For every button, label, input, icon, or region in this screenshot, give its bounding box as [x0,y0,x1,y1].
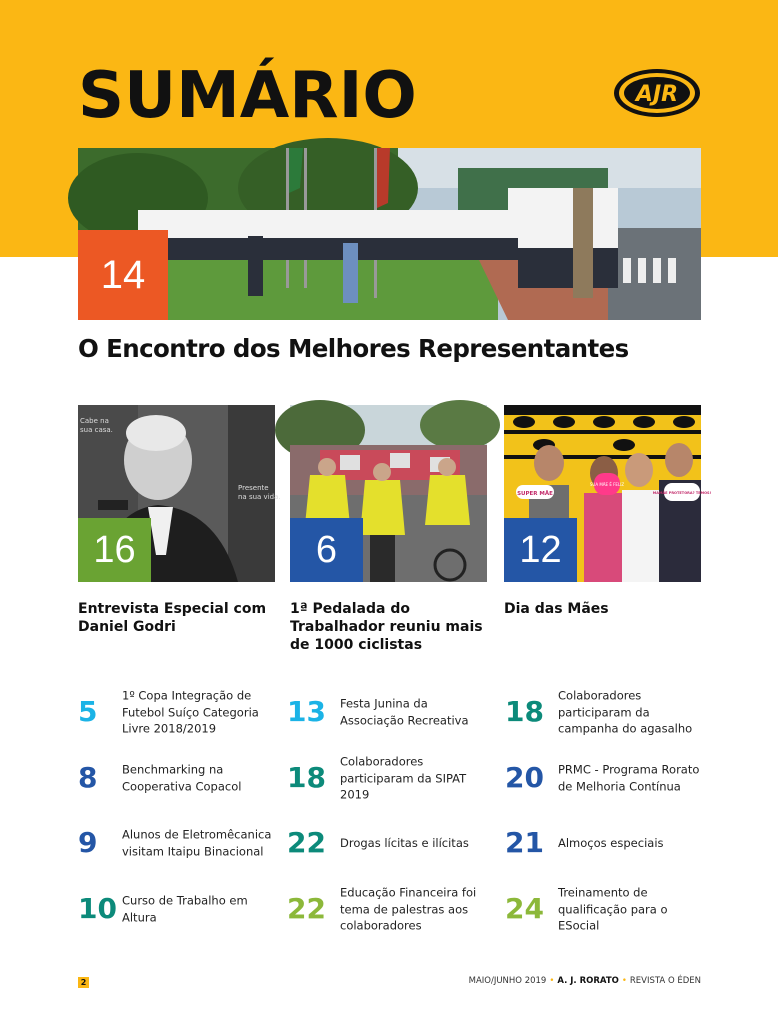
footer-page-number: 2 [78,977,89,988]
toc-item[interactable] [78,879,278,939]
toc-title: Benchmarking na Cooperativa Copacol [122,762,242,793]
toc-item[interactable] [78,748,278,808]
badge-super-mae: SUPER MÃE [517,491,553,497]
cycling-page-number: 6 [290,518,363,582]
toc-page-number: 22 [287,826,326,859]
toc-item[interactable] [78,682,278,742]
toc-page-number: 13 [287,695,326,728]
feature-headline[interactable]: O Encontro dos Melhores Representantes [78,334,629,363]
toc-page-number: 21 [505,826,544,859]
board-line-4: sua casa. [80,426,113,434]
toc-item[interactable] [505,879,705,939]
interview-caption[interactable]: Entrevista Especial com Daniel Godri [78,601,267,635]
feature-photo[interactable] [78,148,701,320]
mothers-day-caption[interactable]: Dia das Mães [504,601,609,617]
board-line-2: na sua vida. [238,493,281,501]
board-line-1: Presente [238,484,269,492]
toc-item[interactable] [287,813,487,873]
mothers-day-photo[interactable] [504,405,712,582]
logo-text: AJR [635,82,679,107]
toc-page-number: 18 [287,761,326,794]
footer-date: MAIO/JUNHO 2019 [468,976,547,986]
toc-item[interactable] [505,682,705,742]
interview-photo[interactable] [78,405,281,582]
interview-page-number: 16 [78,518,151,582]
toc-item[interactable] [505,748,705,808]
toc-title: Colaboradores participaram da SIPAT 2019 [340,754,467,802]
page-title: SUMÁRIO [78,59,417,133]
cycling-photo[interactable] [290,405,487,582]
toc-title: Festa Junina da Associação Recreativa [340,696,469,727]
toc-item[interactable] [78,813,278,873]
toc-page-number: 8 [78,761,98,794]
toc-title: Drogas lícitas e ilícitas [340,835,469,850]
toc-title: PRMC - Programa Rorato de Melhoria Contínua [558,762,700,793]
badge-feliz: SUA MÃE É FELIZ [589,482,625,487]
toc-page-number: 10 [78,892,117,925]
toc-title: Educação Financeira foi tema de palestras aos colaboradores [340,885,477,933]
mothers-day-page-number: 12 [504,518,577,582]
toc-page-number: 18 [505,695,544,728]
footer-separator: • [549,976,555,986]
ajr-logo [613,68,701,118]
footer-info [469,976,701,986]
toc-page-number: 24 [505,892,544,925]
toc-title: Colaboradores participaram da campanha do agasalho [558,688,693,736]
footer-magazine: REVISTA O ÉDEN [629,976,701,986]
toc-item[interactable] [287,879,487,939]
toc-title: Almoços especiais [558,835,664,850]
toc-page-number: 20 [505,761,544,794]
toc-title: 1º Copa Integração de Futebol Suíço Categoria Livre 2018/2019 [122,688,259,736]
feature-page-number: 14 [78,230,168,320]
toc-title: Curso de Trabalho em Altura [122,893,248,924]
badge-protetora: MAMÃE PROTETORA? TEMOS! [652,491,712,495]
toc-title: Treinamento de qualificação para o ESocial [558,885,668,933]
cycling-caption[interactable]: 1ª Pedalada do Trabalhador reuniu mais de 1000 ciclistas [290,601,483,653]
toc-page-number: 9 [78,826,98,859]
toc-title: Alunos de Eletromêcanica visitam Itaipu Binacional [122,827,272,858]
board-line-3: Cabe na [80,417,109,425]
toc-item[interactable] [505,813,705,873]
footer-brand: A. J. RORATO [557,976,619,986]
toc-item[interactable] [287,682,487,742]
footer-separator: • [621,976,627,986]
toc-page-number: 22 [287,892,326,925]
toc-page-number: 5 [78,695,98,728]
toc-item[interactable] [287,748,487,808]
